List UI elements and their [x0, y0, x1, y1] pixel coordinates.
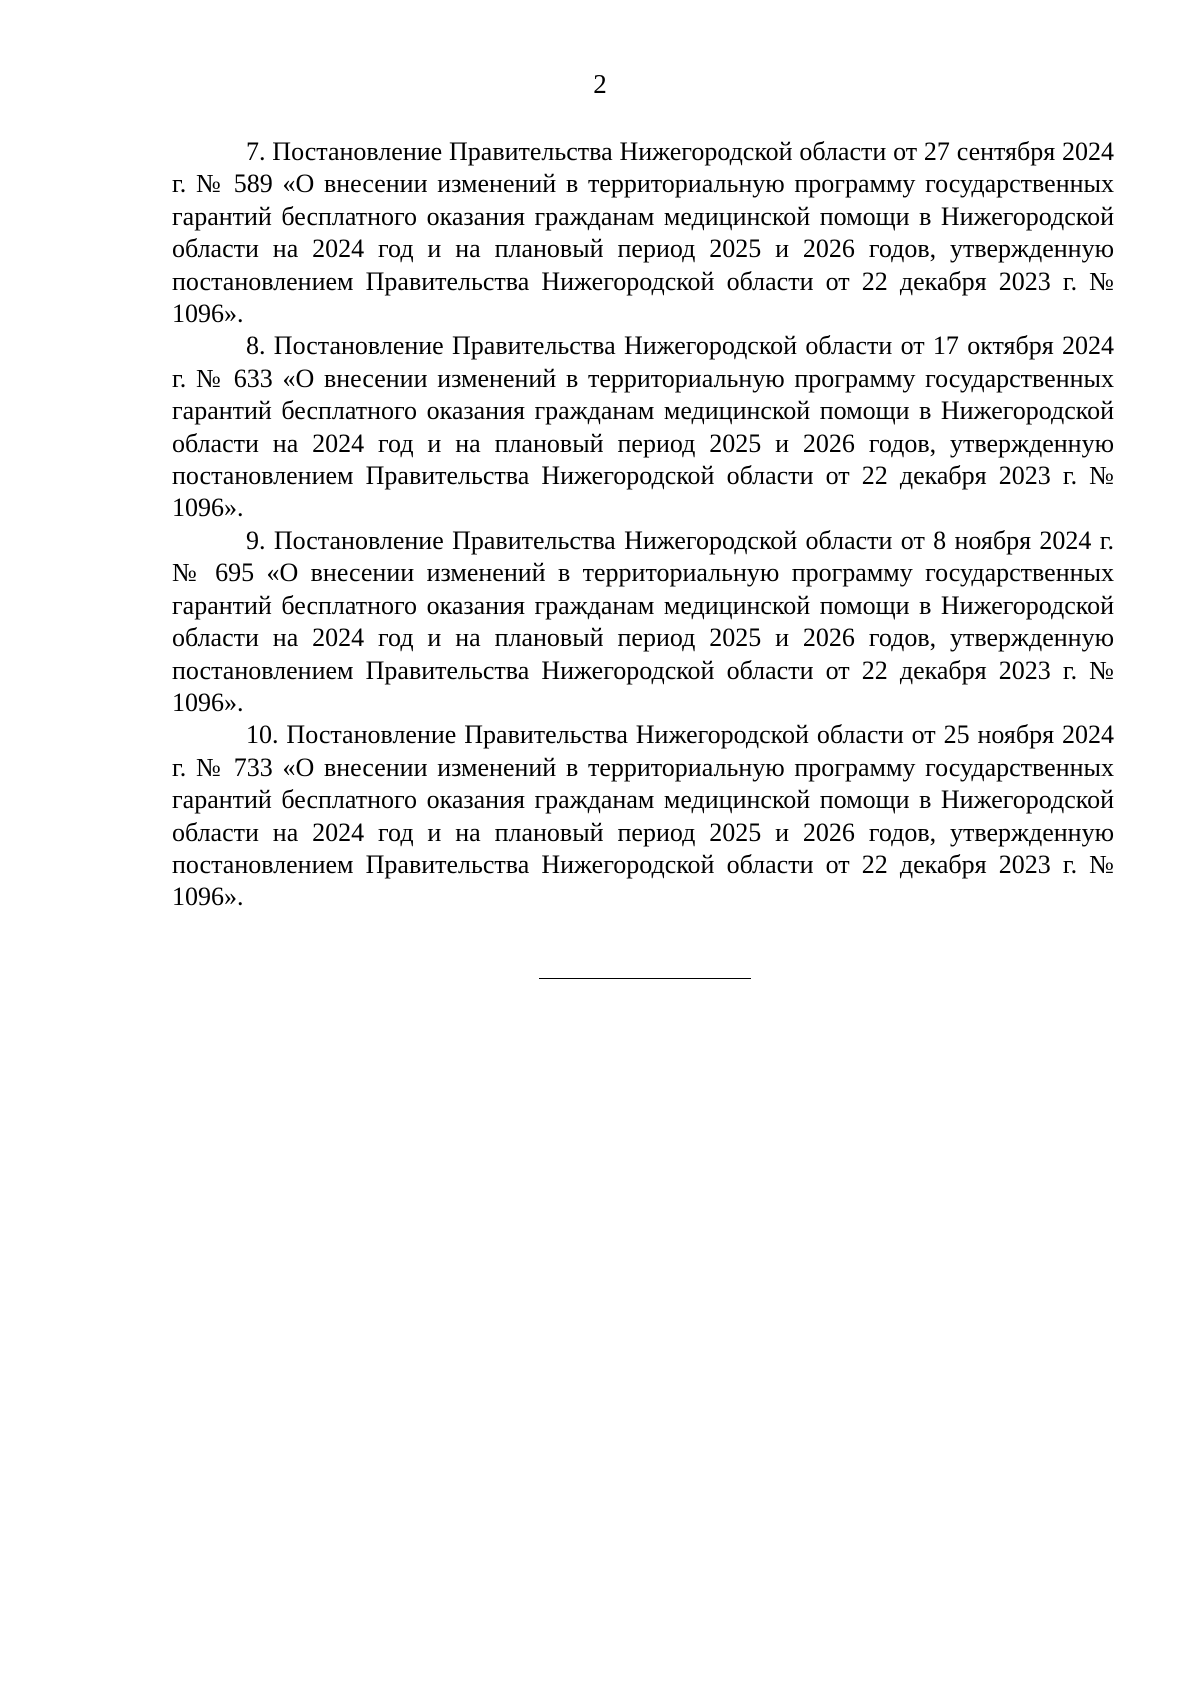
list-item-10: 10. Постановление Правительства Нижегородской области от 25 ноября 2024 г. № 733 «О внесении изменений в территориальную программу государственных гарантий бесплатного оказания гражданам медицинской помощи в Нижегородской области на 2024 год и на плановый период 2025 и 2026 годов, утвержденную постановлением Правительства Нижегородской области от 22 декабря 2023 г. № 1096».	[172, 720, 1114, 912]
list-item-9: 9. Постановление Правительства Нижегородской области от 8 ноября 2024 г. № 695 «О внесении изменений в территориальную программу государственных гарантий бесплатного оказания гражданам медицинской помощи в Нижегородской области на 2024 год и на плановый период 2025 и 2026 годов, утвержденную постановлением Правительства Нижегородской области от 22 декабря 2023 г. № 1096».	[172, 525, 1114, 717]
list-item-7: 7. Постановление Правительства Нижегородской области от 27 сентября 2024 г. № 589 «О внесении изменений в территориальную программу государственных гарантий бесплатного оказания гражданам медицинской помощи в Нижегородской области на 2024 год и на плановый период 2025 и 2026 годов, утвержденную постановлением Правительства Нижегородской области от 22 декабря 2023 г. № 1096».	[172, 137, 1114, 329]
list-item-8: 8. Постановление Правительства Нижегородской области от 17 октября 2024 г. № 633 «О внесении изменений в территориальную программу государственных гарантий бесплатного оказания гражданам медицинской помощи в Нижегородской области на 2024 год и на плановый период 2025 и 2026 годов, утвержденную постановлением Правительства Нижегородской области от 22 декабря 2023 г. № 1096».	[172, 331, 1114, 523]
page-number: 2	[593, 69, 607, 99]
document-body	[172, 136, 1114, 914]
closing-rule	[539, 978, 751, 979]
